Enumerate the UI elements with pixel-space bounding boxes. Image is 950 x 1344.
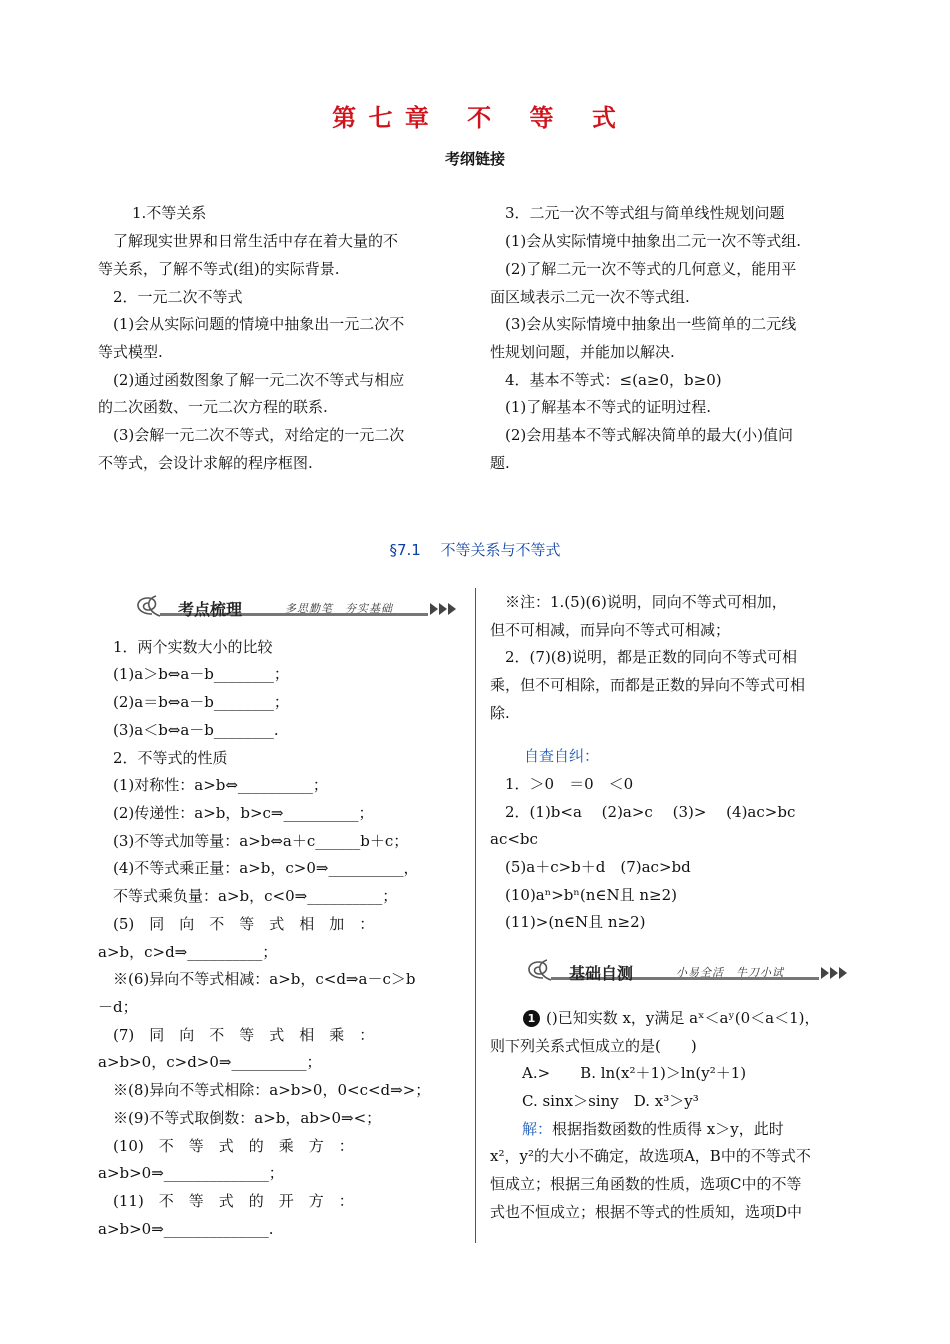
question-line: ()已知实数 x，y满足 aˣ＜aʸ(0＜a＜1)， (546, 1009, 820, 1027)
outline-left-line: 的二次函数、一元二次方程的联系. (98, 398, 328, 416)
question-line: A.> B. ln(x²＋1)＞ln(y²＋1) (522, 1064, 747, 1082)
left-line: －d； (98, 998, 138, 1016)
left-line: (2)a＝b⇔a－b________； (98, 693, 289, 711)
note-line: 但不可相减，而异向不等式可相减； (490, 621, 731, 639)
outline-left-line: (2)通过函数图象了解一元二次不等式与相应 (98, 371, 405, 389)
left-line: (4)不等式乘正量：a>b，c>0⇒__________， (98, 859, 419, 877)
outline-right-line: (1)会从实际情境中抽象出二元一次不等式组. (490, 232, 802, 250)
solution-line: 式也不恒成立；根据不等式的性质知，选项D中 (490, 1203, 803, 1221)
left-line: a>b，c>d⇒__________； (98, 943, 278, 961)
outline-right-line: (3)会从实际情境中抽象出一些简单的二元线 (490, 315, 797, 333)
banner-subtitle: 小易全活 牛刀小试 (676, 966, 784, 979)
left-line: (11) 不 等 式 的 开 方 ： (98, 1192, 354, 1210)
outline-left-line: 等关系，了解不等式(组)的实际背景. (98, 260, 340, 278)
left-line: a>b>0⇒______________. (98, 1220, 274, 1238)
self-check-line: (10)aⁿ>bⁿ(n∈N且 n≥2) (490, 886, 678, 904)
solution-line: x²，y²的大小不确定，故选项A，B中的不等式不 (490, 1147, 811, 1165)
left-line: (2)传递性：a>b，b>c⇒__________； (98, 804, 374, 822)
banner-subtitle: 多思勤笔 夯实基础 (285, 602, 393, 615)
left-line: ※(8)异向不等式相除：a>b>0，0<c<d⇒>； (98, 1081, 431, 1099)
question-number-icon: 1 (523, 1010, 540, 1027)
outline-right-line: (1)了解基本不等式的证明过程. (490, 398, 712, 416)
outline-right-line: (2)了解二元一次不等式的几何意义，能用平 (490, 260, 797, 278)
note-line: 乘，但不可相除，而都是正数的异向不等式可相 (490, 676, 806, 694)
outline-left-line: 了解现实世界和日常生活中存在着大量的不 (98, 232, 399, 250)
question-line: 则下列关系式恒成立的是( ) (490, 1037, 697, 1055)
question-line: C. sinx＞siny D. x³＞y³ (522, 1092, 699, 1110)
outline-left-line: (1)会从实际问题的情境中抽象出一元二次不 (98, 315, 405, 333)
banner-title: 基础自测 (569, 964, 634, 983)
left-line: (5) 同 向 不 等 式 相 加 ： (98, 915, 375, 933)
self-check-line: ac<bc (490, 830, 538, 848)
self-check-title: 自查自纠： (524, 747, 600, 765)
swirl-icon (529, 960, 551, 980)
self-check-line: (5)a＋c>b＋d (7)ac>bd (490, 858, 691, 876)
self-check-line: 2．(1)b<a (2)a>c (3)> (4)ac>bc (490, 803, 796, 821)
self-check-line: (11)>(n∈N且 n≥2) (490, 913, 646, 931)
outline-right-line: 面区域表示二元一次不等式组. (490, 288, 690, 306)
outline-left-line: 2．一元二次不等式 (98, 288, 243, 306)
chapter-title: 第 七 章 不 等 式 (332, 104, 618, 132)
left-line: (3)不等式加等量：a>b⇔a＋c______b＋c； (98, 832, 409, 850)
left-line: ※(9)不等式取倒数：a>b，ab>0⇒<； (98, 1109, 382, 1127)
left-line: 不等式乘负量：a>b，c<0⇒__________； (98, 887, 398, 905)
outline-title: 考纲链接 (444, 150, 505, 168)
outline-left-line: (3)会解一元二次不等式，对给定的一元二次 (98, 426, 405, 444)
outline-right-line: 题. (490, 454, 510, 472)
left-line: (1)a＞b⇔a－b________； (98, 665, 289, 683)
solution-first-line (522, 1119, 784, 1139)
note-line: 2．(7)(8)说明，都是正数的同向不等式可相 (490, 648, 798, 666)
left-line: 2．不等式的性质 (98, 749, 228, 767)
banner-kaodian (130, 594, 460, 622)
solution-text: 根据指数函数的性质得 x＞y，此时 (552, 1120, 784, 1138)
self-check-line: 1．＞0 ＝0 ＜0 (490, 775, 634, 793)
solution-line: 恒成立；根据三角函数的性质，选项C中的不等 (490, 1175, 802, 1193)
outline-left-line: 1.不等关系 (132, 204, 207, 222)
section-title: §7.1 不等关系与不等式 (389, 541, 561, 559)
outline-left-line: 不等式，会设计求解的程序框图. (98, 454, 313, 472)
left-line: (10) 不 等 式 的 乘 方 ： (98, 1137, 354, 1155)
arrow-chevrons-icon (430, 603, 456, 615)
banner-jichu (521, 958, 851, 986)
note-line: ※注：1.(5)(6)说明，同向不等式可相加， (490, 593, 787, 611)
solution-label: 解： (522, 1120, 553, 1138)
outline-right-line: (2)会用基本不等式解决简单的最大(小)值问 (490, 426, 793, 444)
outline-right-line: 3．二元一次不等式组与简单线性规划问题 (490, 204, 785, 222)
outline-left-line: 等式模型. (98, 343, 163, 361)
left-line: (1)对称性：a>b⇔__________； (98, 776, 328, 794)
arrow-chevrons-icon (821, 967, 847, 979)
outline-right-line: 4．基本不等式：≤(a≥0，b≥0) (490, 371, 722, 389)
left-line: ※(6)异向不等式相减：a>b，c<d⇒a－c＞b (98, 970, 416, 988)
left-line: 1．两个实数大小的比较 (98, 638, 273, 656)
swirl-icon (138, 596, 160, 616)
outline-right-line: 性规划问题，并能加以解决. (490, 343, 675, 361)
banner-title: 考点梳理 (178, 600, 243, 619)
left-line: (7) 同 向 不 等 式 相 乘 ： (98, 1026, 375, 1044)
left-line: a>b>0，c>d>0⇒__________； (98, 1053, 322, 1071)
left-line: (3)a＜b⇔a－b________. (98, 721, 279, 739)
column-divider (475, 588, 476, 1243)
left-line: a>b>0⇒______________； (98, 1164, 284, 1182)
note-line: 除. (490, 704, 510, 722)
